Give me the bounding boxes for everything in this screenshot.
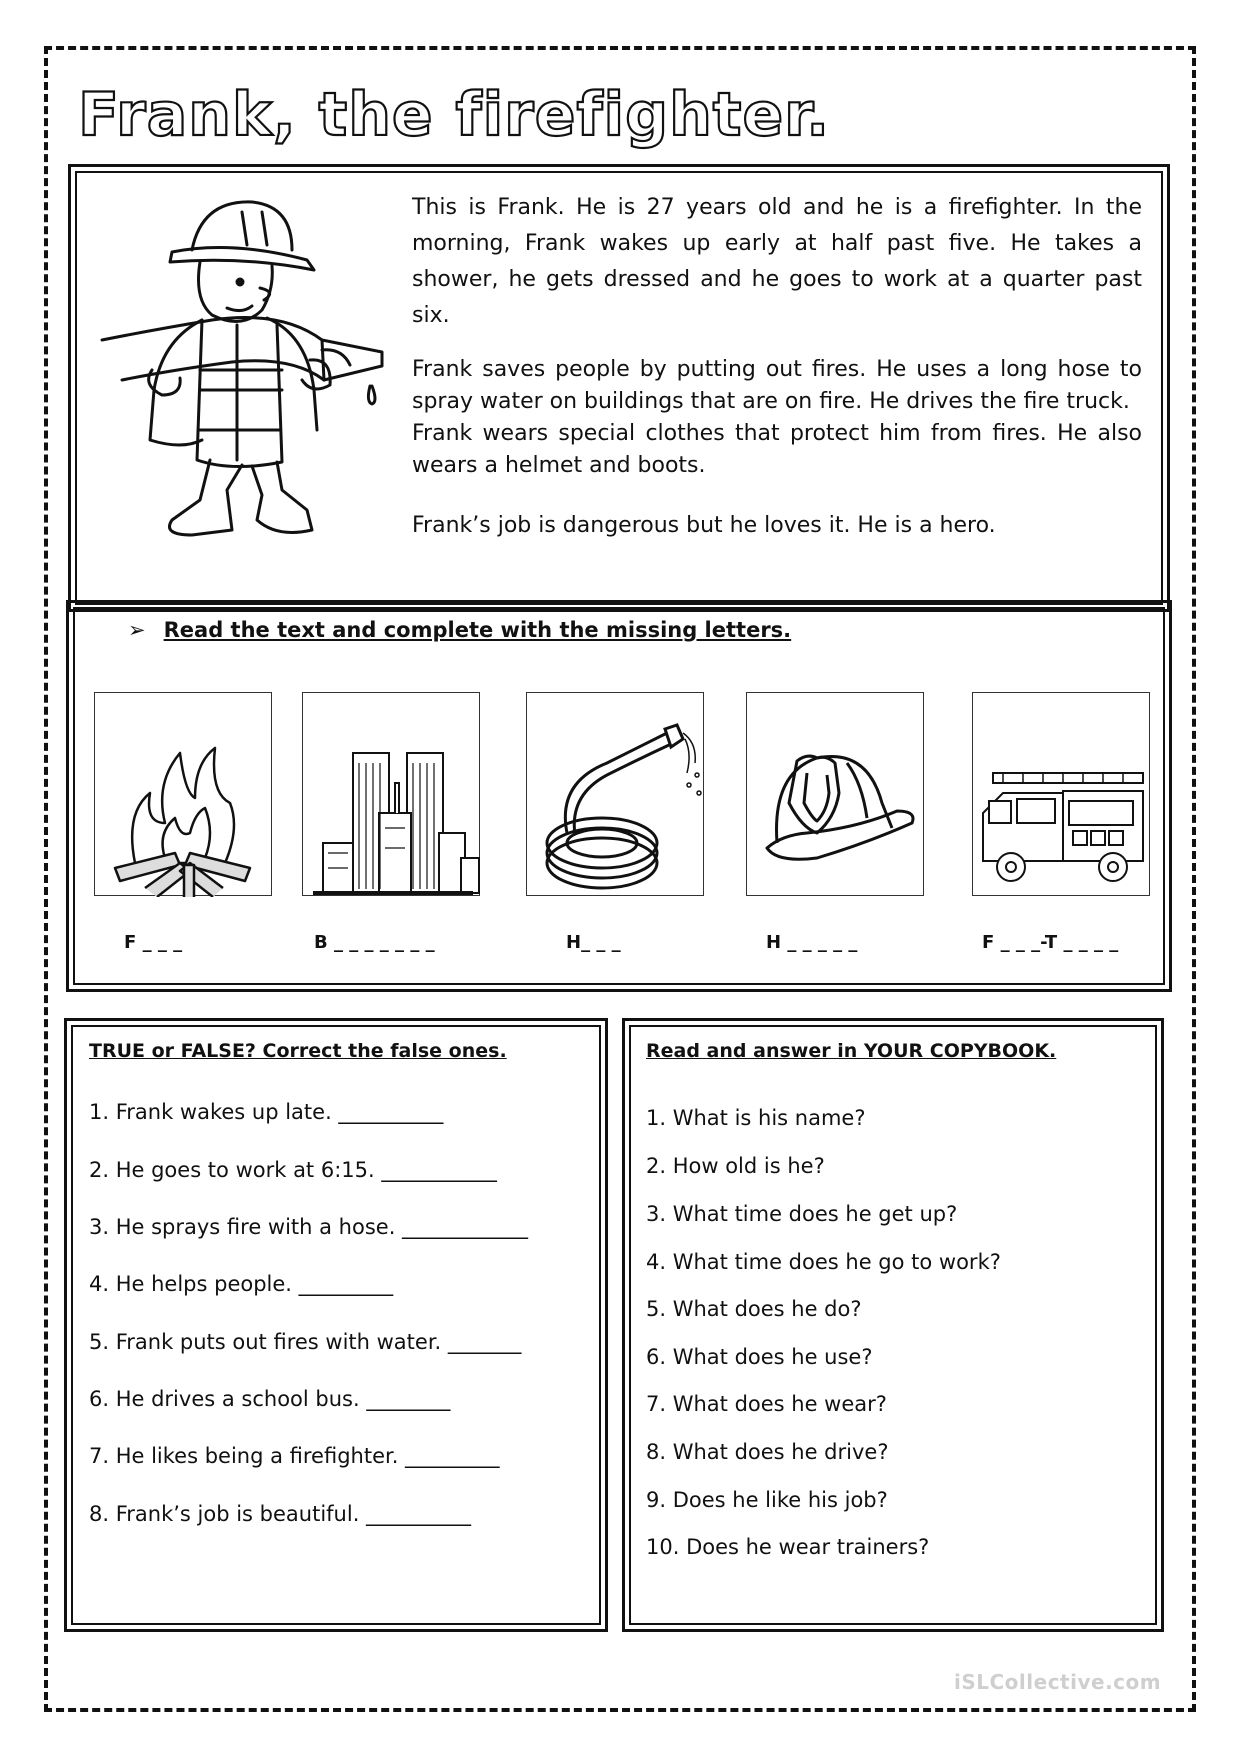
- fire-truck-icon: [973, 693, 1151, 897]
- picture-frame: [94, 692, 272, 896]
- missing-letters-instruction: [128, 618, 791, 642]
- questions-title: Read and answer in YOUR COPYBOOK.: [646, 1040, 1057, 1062]
- picture-frame: [302, 692, 480, 896]
- firefighter-icon: [92, 190, 392, 550]
- question-item: 2. How old is he?: [646, 1154, 825, 1178]
- watermark: iSLCollective.com: [954, 1670, 1162, 1694]
- missing-letters-clue: B _ _ _ _ _ _ _: [314, 932, 435, 953]
- missing-letters-clue: F _ _ _: [124, 932, 183, 953]
- true-false-item: 4. He helps people. _________: [89, 1272, 394, 1296]
- fire-icon: [95, 693, 273, 897]
- reading-paragraph: Frank wears special clothes that protect him from fires. He also wears a helmet and boots.: [412, 421, 1142, 478]
- question-item: 9. Does he like his job?: [646, 1488, 888, 1512]
- arrow-bullet: ➢: [128, 618, 146, 642]
- picture-frame: [526, 692, 704, 896]
- true-false-item: 6. He drives a school bus. ________: [89, 1387, 451, 1411]
- picture-frame: [746, 692, 924, 896]
- page-title: Frank, the firefighter.: [78, 80, 830, 150]
- missing-letters-clue: H_ _ _: [566, 932, 621, 953]
- reading-paragraph: This is Frank. He is 27 years old and he is a firefighter. In the morning, Frank wakes up early at half past five. He takes a shower, he gets dressed and he goes to work at a quarter past six.: [412, 195, 1142, 328]
- instruction-text: Read the text and complete with the missing letters.: [163, 618, 792, 642]
- true-false-item: 3. He sprays fire with a hose. ____________: [89, 1215, 529, 1239]
- question-item: 3. What time does he get up?: [646, 1202, 958, 1226]
- reading-text: [412, 190, 1142, 542]
- question-item: 4. What time does he go to work?: [646, 1250, 1001, 1274]
- reading-paragraph: Frank’s job is dangerous but he loves it. He is a hero.: [412, 513, 996, 538]
- true-false-title: TRUE or FALSE? Correct the false ones.: [89, 1040, 507, 1062]
- true-false-item: 8. Frank’s job is beautiful. __________: [89, 1502, 472, 1526]
- question-item: 8. What does he drive?: [646, 1440, 889, 1464]
- buildings-icon: [303, 693, 481, 897]
- missing-letters-clue: F _ _ _-T _ _ _ _: [982, 932, 1119, 953]
- true-false-item: 1. Frank wakes up late. __________: [89, 1100, 444, 1124]
- helmet-icon: [747, 693, 925, 897]
- missing-letters-clue: H _ _ _ _ _: [766, 932, 858, 953]
- true-false-item: 2. He goes to work at 6:15. ___________: [89, 1158, 497, 1182]
- question-item: 10. Does he wear trainers?: [646, 1535, 930, 1559]
- question-item: 7. What does he wear?: [646, 1392, 887, 1416]
- picture-frame: [972, 692, 1150, 896]
- hose-icon: [527, 693, 705, 897]
- reading-paragraph: Frank saves people by putting out fires. He uses a long hose to spray water on buildings that are on fire. He drives the fire truck.: [412, 357, 1142, 414]
- question-item: 6. What does he use?: [646, 1345, 873, 1369]
- question-item: 1. What is his name?: [646, 1106, 866, 1130]
- question-item: 5. What does he do?: [646, 1297, 862, 1321]
- true-false-item: 5. Frank puts out fires with water. _______: [89, 1330, 522, 1354]
- true-false-item: 7. He likes being a firefighter. _________: [89, 1444, 500, 1468]
